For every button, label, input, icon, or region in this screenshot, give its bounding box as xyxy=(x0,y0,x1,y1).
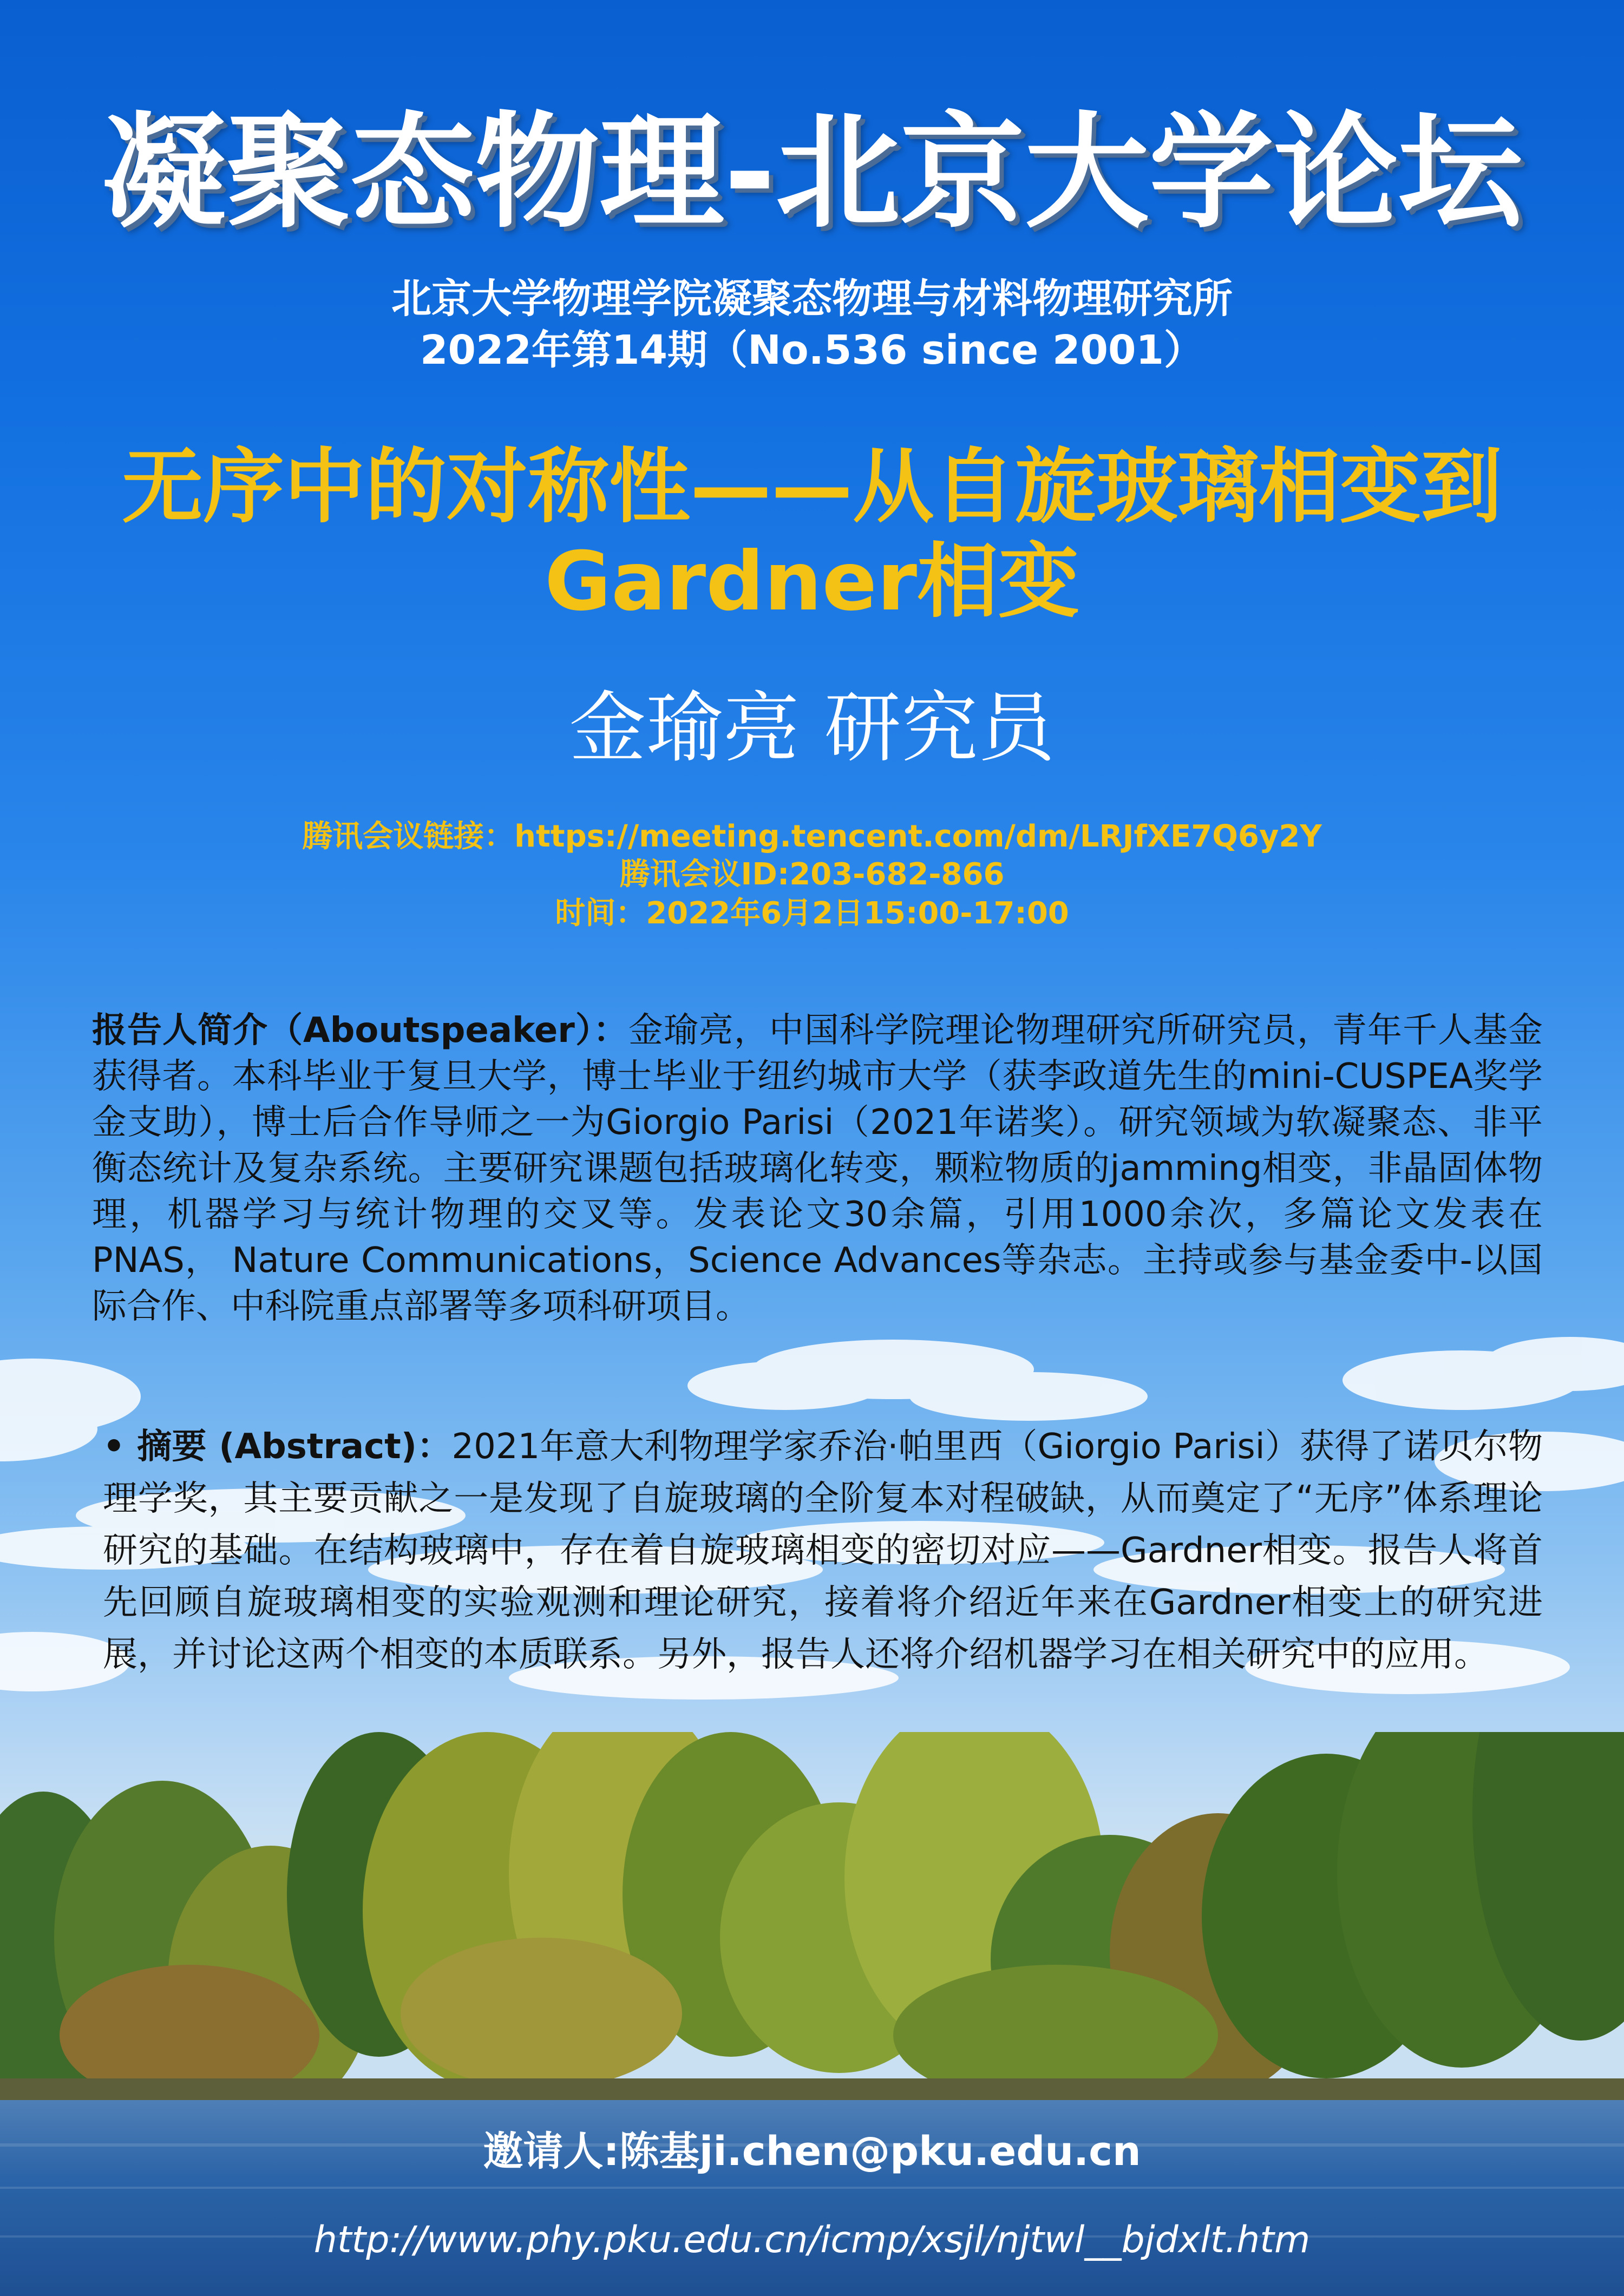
meeting-link[interactable]: 腾讯会议链接：https://meeting.tencent.com/dm/LRJfXE7Q6y2Y xyxy=(302,819,1322,854)
speaker-name: 金瑜亮 研究员 xyxy=(569,684,1055,773)
forum-title: 凝聚态物理-北京大学论坛 xyxy=(101,101,1523,245)
abstract-text: 2021年意大利物理学家乔治·帕里西（Giorgio Parisi）获得了诺贝尔物理学奖，其主要贡献之一是发现了自旋玻璃的全阶复本对程破缺，从而奠定了“无序”体系理论研究的基础。在结构玻璃中，存在着自旋玻璃相变的密切对应——Gardner相变。报告人将首先回顾自旋玻璃相变的实验观测和理论研究，接着将介绍近年来在Gardner相变上的研究进展，并讨论这两个相变的本质联系。另外，报告人还将介绍机器学习在相关研究中的应用。 xyxy=(103,1427,1543,1675)
forum-url[interactable]: http://www.phy.pku.edu.cn/icmp/xsjl/njtwl__bjdxlt.htm xyxy=(313,2219,1311,2261)
institute-name: 北京大学物理学院凝聚态物理与材料物理研究所 xyxy=(391,275,1233,322)
talk-title-line1: 无序中的对称性——从自旋玻璃相变到 xyxy=(121,440,1502,534)
inviter-contact: 邀请人:陈基ji.chen@pku.edu.cn xyxy=(483,2128,1141,2175)
speaker-bio-text: 金瑜亮，中国科学院理论物理研究所研究员，青年千人基金获得者。本科毕业于复旦大学，博士毕业于纽约城市大学（获李政道先生的mini-CUSPEA奖学金支助），博士后合作导师之一为Giorgio Parisi（2021年诺奖）。研究领域为软凝聚态、非平衡态统计及复杂系统。主要研究课题包括玻璃化转变，颗粒物质的jamming相变，非晶固体物理，机器学习与统计物理的交叉等。发表论文30余篇，引用1000余次，多篇论文发表在PNAS， Nature Communications，Science Advances等杂志。主持或参与基金委中-以国际合作、中科院重点部署等多项科研项目。 xyxy=(92,1011,1543,1327)
abstract-label: • 摘要 (Abstract)： xyxy=(103,1427,452,1467)
talk-title-line2: Gardner相变 xyxy=(544,535,1080,629)
lake-trees-photo xyxy=(0,1732,1624,2296)
speaker-bio xyxy=(92,1008,1543,1330)
issue-number: 2022年第14期（No.536 since 2001） xyxy=(420,327,1204,373)
meeting-time: 时间：2022年6月2日15:00-17:00 xyxy=(555,896,1069,931)
abstract xyxy=(103,1421,1543,1681)
speaker-bio-label: 报告人简介（Aboutspeaker）： xyxy=(92,1011,628,1051)
meeting-id: 腾讯会议ID:203-682-866 xyxy=(619,857,1005,892)
